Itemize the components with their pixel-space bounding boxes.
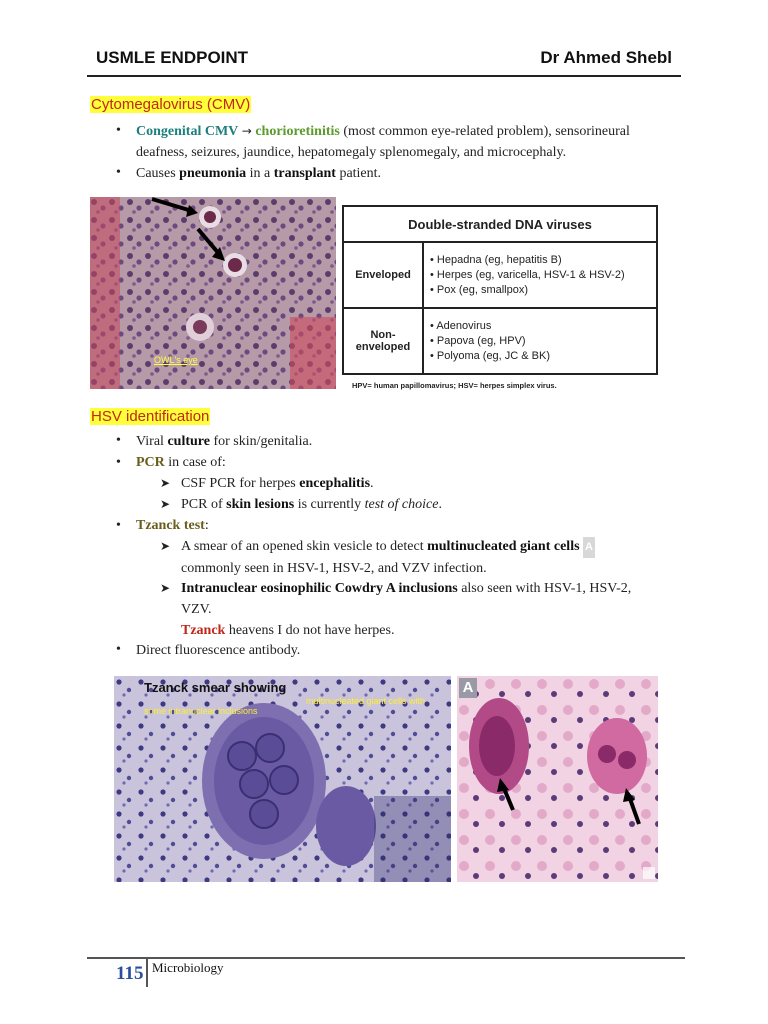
hsv-sub-csf — [181, 473, 374, 494]
text: also seen with HSV-1, HSV-2, — [457, 581, 632, 596]
page-number: 115 — [116, 963, 144, 984]
arrowhead-bullet-icon: ➤ — [160, 476, 171, 490]
arrow-icon: → — [241, 124, 252, 138]
text: A smear of an opened skin vesicle to detect — [181, 539, 428, 554]
footer-section: Microbiology — [152, 960, 224, 975]
hsv-bullet-dfa: Direct fluorescence antibody. — [136, 643, 301, 658]
cmv-heading — [90, 96, 251, 114]
dna-virus-table — [342, 205, 658, 390]
cmv-title: Cytomegalovirus (CMV) — [91, 96, 251, 113]
arrowhead-bullet-icon: ➤ — [160, 581, 171, 595]
arrowhead-bullet-icon: ➤ — [160, 497, 171, 511]
transplant-term: transplant — [273, 166, 336, 181]
header-left: USMLE ENDPOINT — [96, 48, 249, 67]
cowdry-a-term: Intranuclear eosinophilic Cowdry A inclusions — [181, 581, 458, 596]
cmv-histology-image — [90, 197, 336, 389]
non-enveloped-label: Non- enveloped — [343, 308, 423, 374]
panel-a-label: A — [459, 678, 477, 698]
panel-a-image — [457, 676, 658, 882]
hsv-bullet-culture — [136, 431, 312, 452]
culture-term: culture — [167, 434, 210, 449]
cmv-bullet-2 — [136, 163, 381, 184]
enveloped-label: Enveloped — [343, 242, 423, 308]
bullet-dot: • — [116, 642, 121, 657]
dna-table-footnote: HPV= human papillomavirus; HSV= herpes simplex virus. — [352, 381, 557, 390]
skin-lesions-term: skin lesions — [226, 497, 295, 512]
tzanck-image-caption: multinucleated giant cells with some intranuclear inclusions — [144, 696, 426, 716]
bullet-dot: • — [116, 123, 121, 138]
hsv-bullet-tzanck — [136, 515, 209, 536]
text: PCR of — [181, 497, 227, 512]
virus-item: Hepadna (eg, hepatitis B) — [436, 253, 562, 266]
tzanck-mnemonic-term: Tzanck — [181, 623, 226, 638]
non-enveloped-list: • Adenovirus • Papova (eg, HPV) • Polyoma (eg, JC & BK) — [423, 308, 657, 374]
text: . — [438, 497, 442, 512]
footer-vertical-rule — [146, 957, 148, 987]
pcr-term: PCR — [136, 455, 165, 470]
tzanck-image-title: Tzanck smear showing — [144, 680, 287, 695]
text: Viral — [136, 434, 168, 449]
text: is currently — [294, 497, 365, 512]
header-right: Dr Ahmed Shebl — [540, 48, 672, 67]
virus-item: Herpes (eg, varicella, HSV-1 & HSV-2) — [436, 268, 625, 281]
text: : — [204, 518, 209, 533]
cowdry-inclusion-micrograph — [457, 676, 658, 882]
cmv-bullet-1-rest: (most common eye-related problem), sensorineural — [339, 124, 630, 139]
bullet-dot: • — [116, 455, 121, 470]
hsv-sub-skin — [181, 494, 442, 515]
footer-divider — [87, 957, 685, 959]
text: CSF PCR for herpes — [181, 476, 300, 491]
giant-cells-term: multinucleated giant cells — [427, 539, 580, 554]
hsv-heading — [90, 408, 210, 426]
text: patient. — [335, 166, 382, 181]
virus-item: Polyoma (eg, JC & BK) — [436, 349, 551, 362]
pneumonia-term: pneumonia — [179, 166, 247, 181]
hsv-title: HSV identification — [91, 408, 210, 425]
dna-table-title: Double-stranded DNA viruses — [343, 206, 657, 242]
congenital-cmv-term: Congenital CMV — [136, 124, 239, 139]
bullet-dot: • — [116, 433, 121, 448]
mnemonic-text: heavens I do not have herpes. — [225, 623, 395, 638]
virus-item: Adenovirus — [436, 319, 492, 332]
enveloped-list: • Hepadna (eg, hepatitis B) • Herpes (eg, varicella, HSV-1 & HSV-2) • Pox (eg, smallpox) — [423, 242, 657, 308]
text: for skin/genitalia. — [209, 434, 313, 449]
bullet-dot: • — [116, 165, 121, 180]
text: . — [370, 476, 374, 491]
hsv-sub-cowdry — [181, 578, 681, 641]
test-of-choice-term: test of choice — [364, 497, 439, 512]
cmv-bullet-1 — [136, 121, 696, 163]
owls-eye-micrograph — [90, 197, 336, 389]
virus-item: Papova (eg, HPV) — [436, 334, 526, 347]
owls-eye-label: OWL's eye — [154, 355, 198, 365]
text: Causes — [136, 166, 180, 181]
encephalitis-term: encephalitis — [299, 476, 371, 491]
text: commonly seen in HSV-1, HSV-2, and VZV infection. — [181, 561, 487, 576]
hsv-bullet-pcr — [136, 452, 226, 473]
virus-item: Pox (eg, smallpox) — [436, 283, 529, 296]
tzanck-test-term: Tzanck test — [136, 518, 205, 533]
figure-tag-a: A — [583, 537, 595, 558]
text: VZV. — [181, 602, 212, 617]
scale-icon — [643, 867, 655, 879]
hsv-sub-smear — [181, 536, 681, 579]
bullet-dot: • — [116, 518, 121, 533]
arrowhead-bullet-icon: ➤ — [160, 539, 171, 553]
chorioretinitis-term: chorioretinitis — [255, 124, 340, 139]
header-divider — [87, 75, 681, 77]
text: in a — [246, 166, 274, 181]
text: in case of: — [164, 455, 226, 470]
tzanck-smear-image — [114, 676, 451, 882]
dna-table — [342, 205, 658, 375]
cmv-bullet-1-line2: deafness, seizures, jaundice, hepatomegaly splenomegaly, and microcephaly. — [136, 145, 567, 160]
